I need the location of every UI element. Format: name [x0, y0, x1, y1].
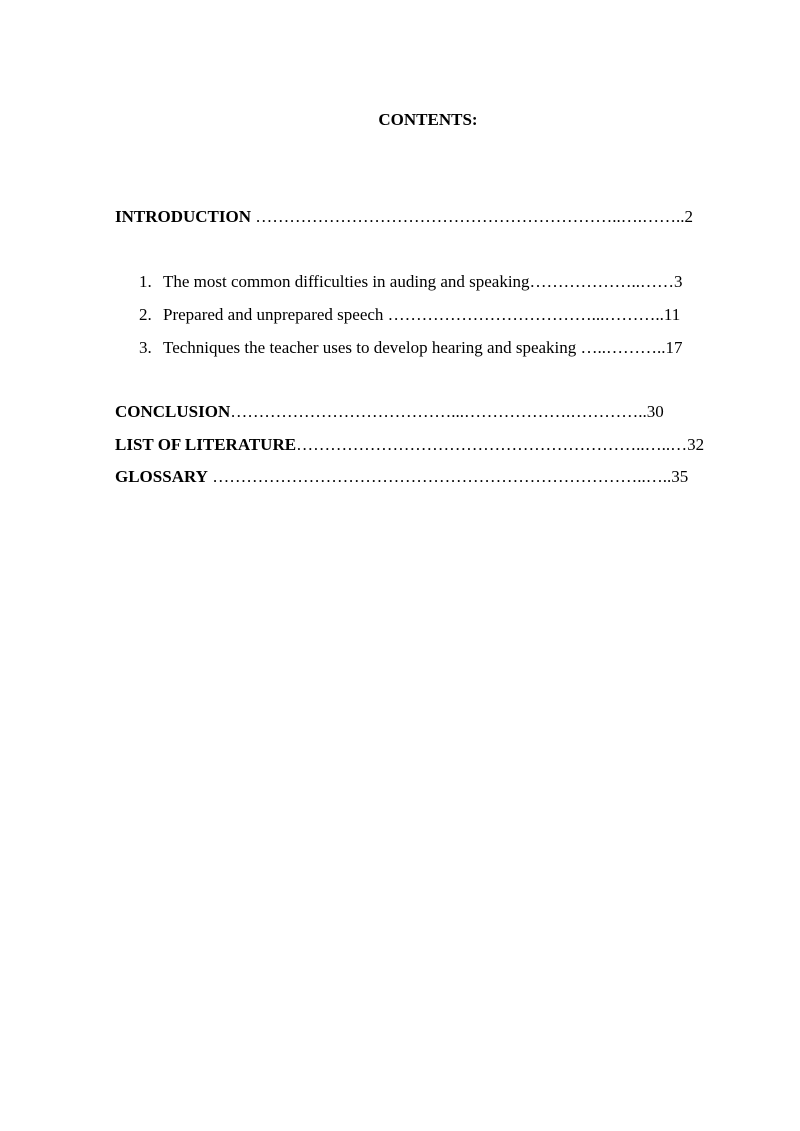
chapter-number: 2. [139, 305, 152, 324]
toc-page-number: 11 [663, 305, 681, 324]
toc-leader: ……………………………………………………..…..… [296, 435, 688, 454]
toc-entry-chapter-2 [139, 304, 680, 326]
toc-leader: ………………..…… [529, 272, 675, 291]
toc-entry-literature [115, 434, 704, 456]
toc-heading-literature: LIST OF LITERATURE [115, 435, 297, 454]
toc-leader: ………………………………………………………..….…….. [251, 207, 685, 226]
toc-page-number: 30 [646, 402, 664, 421]
chapter-number: 3. [139, 338, 152, 357]
toc-page-number: 32 [687, 435, 705, 454]
chapter-title: Techniques the teacher uses to develop hearing and speaking [163, 338, 581, 357]
toc-heading-introduction: INTRODUCTION [115, 207, 252, 226]
toc-leader: …..……….. [580, 338, 666, 357]
toc-page-number: 3 [674, 272, 683, 291]
toc-entry-chapter-1 [139, 271, 683, 293]
toc-entry-conclusion [115, 401, 664, 423]
toc-entry-chapter-3 [139, 337, 683, 359]
toc-leader: ………………………………...……….. [387, 305, 664, 324]
toc-heading-glossary: GLOSSARY [115, 467, 208, 486]
contents-title: CONTENTS: [378, 110, 478, 129]
toc-leader: …………………………………...……………….………….. [230, 402, 647, 421]
toc-entry-glossary [115, 466, 688, 488]
toc-page-number: 2 [684, 207, 694, 226]
chapter-title: Prepared and unprepared speech [163, 305, 388, 324]
toc-page-number: 35 [671, 467, 689, 486]
toc-heading-conclusion: CONCLUSION [115, 402, 231, 421]
toc-leader: …………………………………………………………………..….. [207, 467, 672, 486]
toc-entry-introduction [115, 206, 693, 228]
chapter-number: 1. [139, 272, 152, 291]
toc-page-number: 17 [665, 338, 683, 357]
chapter-title: The most common difficulties in auding and speaking [163, 272, 530, 291]
